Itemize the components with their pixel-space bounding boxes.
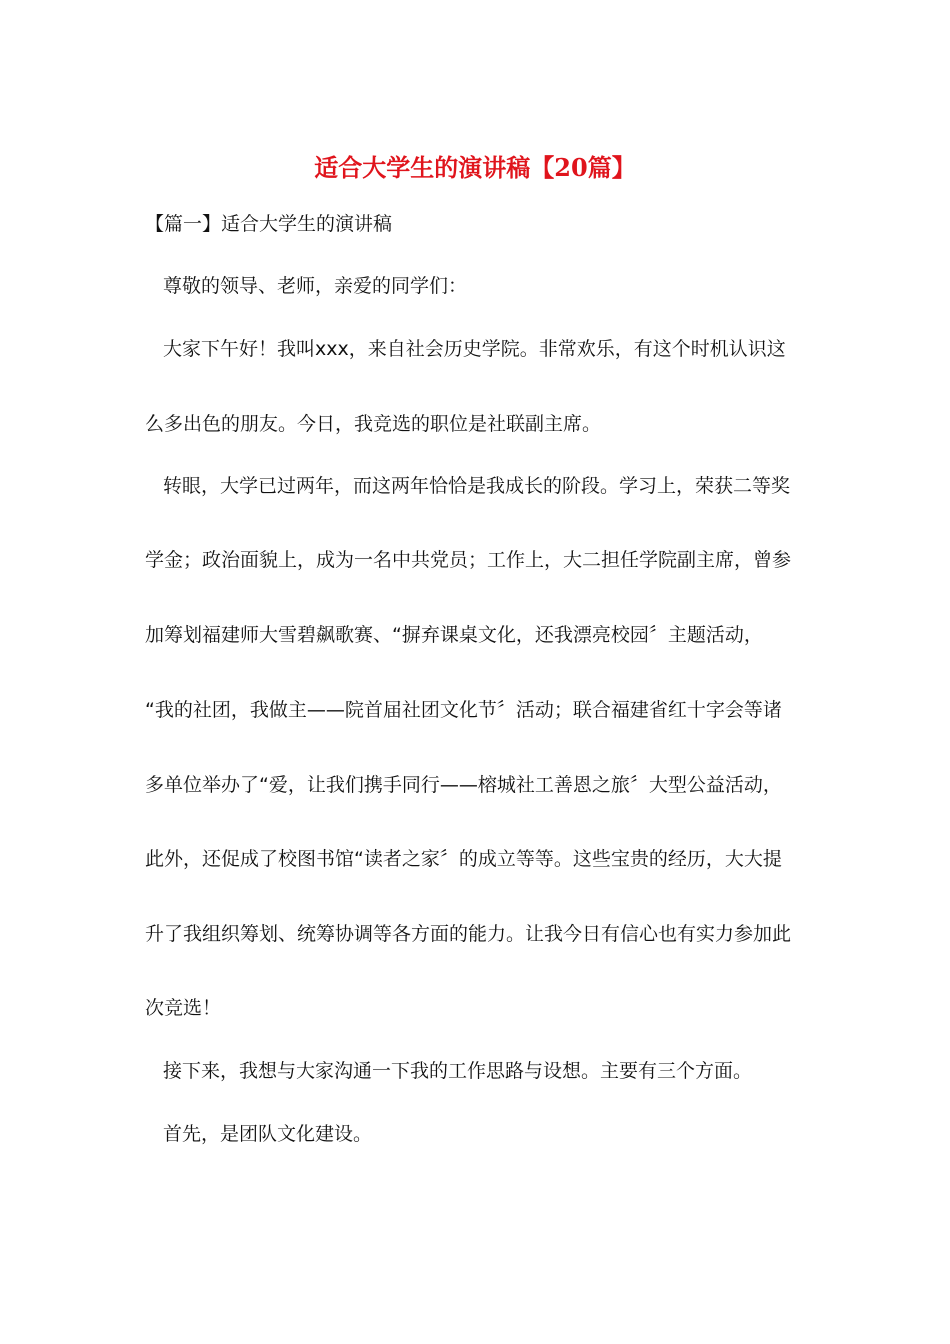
- body-line: 此外，还促成了校图书馆“读者之家〞的成立等等。这些宝贵的经历，大大提: [145, 848, 782, 870]
- document-title: 适合大学生的演讲稿【20篇】: [314, 153, 636, 182]
- body-line: 转眼，大学已过两年，而这两年恰恰是我成长的阶段。学习上，荣获二等奖: [163, 475, 791, 497]
- section-heading: 【篇一】适合大学生的演讲稿: [145, 213, 393, 235]
- salutation-line: 尊敬的领导、老师，亲爱的同学们：: [163, 275, 468, 297]
- body-line: 次竞选！: [145, 997, 222, 1019]
- body-line: 么多出色的朋友。今日，我竞选的职位是社联副主席。: [145, 413, 602, 435]
- body-line: “我的社团，我做主——院首届社团文化节〞活动；联合福建省红十字会等诸: [145, 699, 782, 721]
- body-line: 学金；政治面貌上，成为一名中共党员；工作上，大二担任学院副主席，曾参: [145, 549, 792, 571]
- body-line: 接下来，我想与大家沟通一下我的工作思路与设想。主要有三个方面。: [163, 1060, 753, 1082]
- body-line: 多单位举办了“爱，让我们携手同行——榕城社工善恩之旅〞大型公益活动，: [145, 774, 782, 796]
- body-line: 大家下午好！我叫xxx，来自社会历史学院。非常欢乐，有这个时机认识这: [163, 338, 786, 360]
- body-line: 首先，是团队文化建设。: [163, 1123, 373, 1145]
- body-line: 加筹划福建师大雪碧飙歌赛、“摒弃课桌文化，还我漂亮校园〞主题活动，: [145, 624, 763, 646]
- body-line: 升了我组织筹划、统筹协调等各方面的能力。让我今日有信心也有实力参加此: [145, 923, 792, 945]
